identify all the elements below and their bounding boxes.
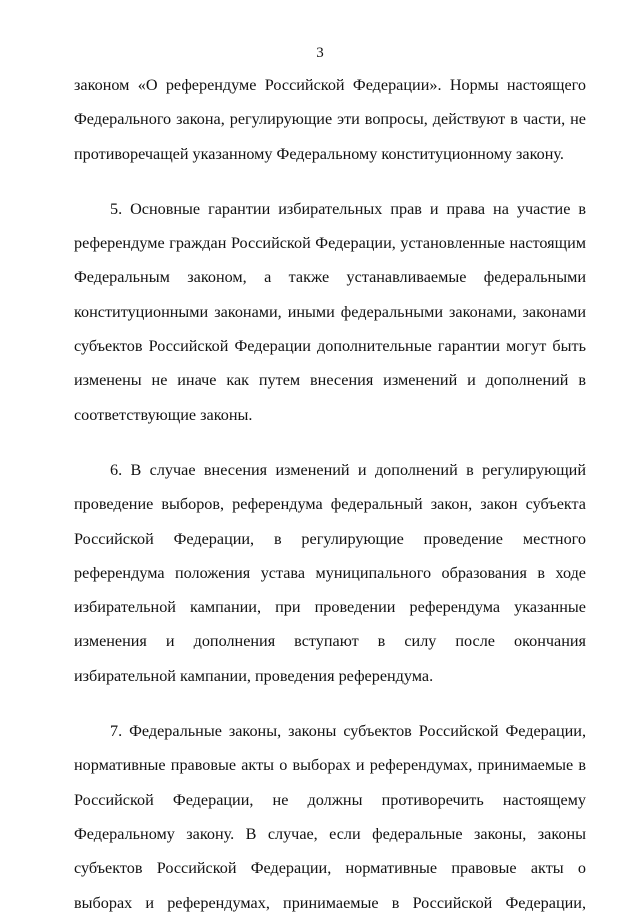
- paragraph-continuation: законом «О референдуме Российской Федерации». Нормы настоящего Федерального закона, регулирующие эти вопросы, действуют в части, не противоречащей указанному Федеральному конституционному закону.: [74, 76, 586, 163]
- paragraph-item-7: 7. Федеральные законы, законы субъектов Российской Федерации, нормативные правовые акты о выборах и референдумах, принимаемые в Российской Федерации, не должны противоречить настоящему Федеральному закону. В случае, если федеральные законы, законы субъектов Российской Федерации, нормативные правовые акты о выборах и референдумах, принимаемые в Российской Федерации,: [74, 722, 586, 912]
- document-body: [74, 68, 586, 920]
- paragraph-item-6: 6. В случае внесения изменений и дополнений в регулирующий проведение выборов, референдума федеральный закон, закон субъекта Российской Федерации, в регулирующие проведение местного референдума положения устава муниципального образования в ходе избирательной кампании, при проведении референдума указанные изменения и дополнения вступают в силу после окончания избирательной кампании, проведения референдума.: [74, 460, 586, 685]
- paragraph-item-5: 5. Основные гарантии избирательных прав и права на участие в референдуме граждан Российской Федерации, установленные настоящим Федеральным законом, а также устанавливаемые федеральными конституционными законами, иными федеральными законами, законами субъектов Российской Федерации дополнительные гарантии могут быть изменены не иначе как путем внесения изменений и дополнений в соответствующие законы.: [74, 199, 586, 424]
- page-number: 3: [316, 45, 324, 61]
